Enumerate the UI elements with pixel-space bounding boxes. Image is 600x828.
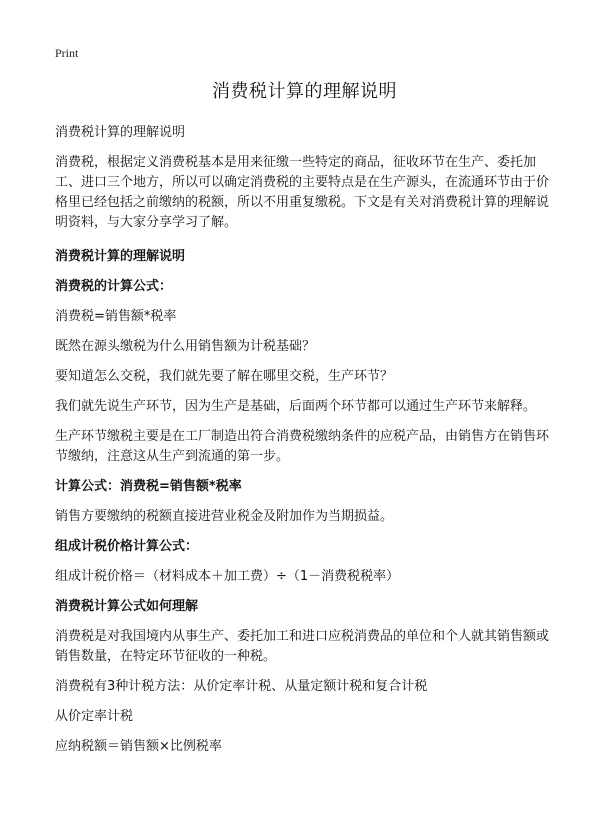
paragraph: 销售方要缴纳的税额直接进营业税金及附加作为当期损益。 [55,509,394,524]
paragraph: 应纳税额＝销售额×比例税率 [55,739,222,754]
paragraph: 从价定率计税 [55,709,134,724]
section-heading: 计算公式：消费税=销售额*税率 [55,479,242,494]
section-heading: 消费税计算的理解说明 [55,249,186,264]
paragraph-subtitle: 消费税计算的理解说明 [55,125,186,140]
section-heading: 消费税的计算公式： [55,279,173,294]
paragraph: 生产环节缴税主要是在工厂制造出符合消费税缴纳条件的应税产品，由销售方在销售环节缴纳，注意这从生产到流通的第一步。 [55,429,550,464]
paragraph: 要知道怎么交税，我们就先要了解在哪里交税，生产环节？ [55,369,394,384]
paragraph: 我们就先说生产环节，因为生产是基础，后面两个环节都可以通过生产环节来解释。 [55,399,537,414]
paragraph: 既然在源头缴税为什么用销售额为计税基础？ [55,339,316,354]
print-label[interactable]: Print [55,46,79,60]
paragraph: 消费税有3种计税方法：从价定率计税、从量定额计税和复合计税 [55,679,428,694]
paragraph: 消费税是对我国境内从事生产、委托加工和进口应税消费品的单位和个人就其销售额或销售数量，在特定环节征收的一种税。 [55,629,550,664]
paragraph: 消费税=销售额*税率 [55,309,177,324]
section-heading: 消费税计算公式如何理解 [55,599,199,614]
section-heading: 组成计税价格计算公式： [55,539,199,554]
paragraph: 组成计税价格＝（材料成本＋加工费）÷（1－消费税税率） [55,569,400,584]
document-title: 消费税计算的理解说明 [212,81,397,102]
paragraph-intro: 消费税，根据定义消费税基本是用来征缴一些特定的商品，征收环节在生产、委托加工、进口三个地方，所以可以确定消费税的主要特点是在生产源头，在流通环节由于价格里已经包括之前缴纳的税额，所以不用重复缴税。下文是有关对消费税计算的理解说明资料，与大家分享学习了解。 [55,155,550,230]
